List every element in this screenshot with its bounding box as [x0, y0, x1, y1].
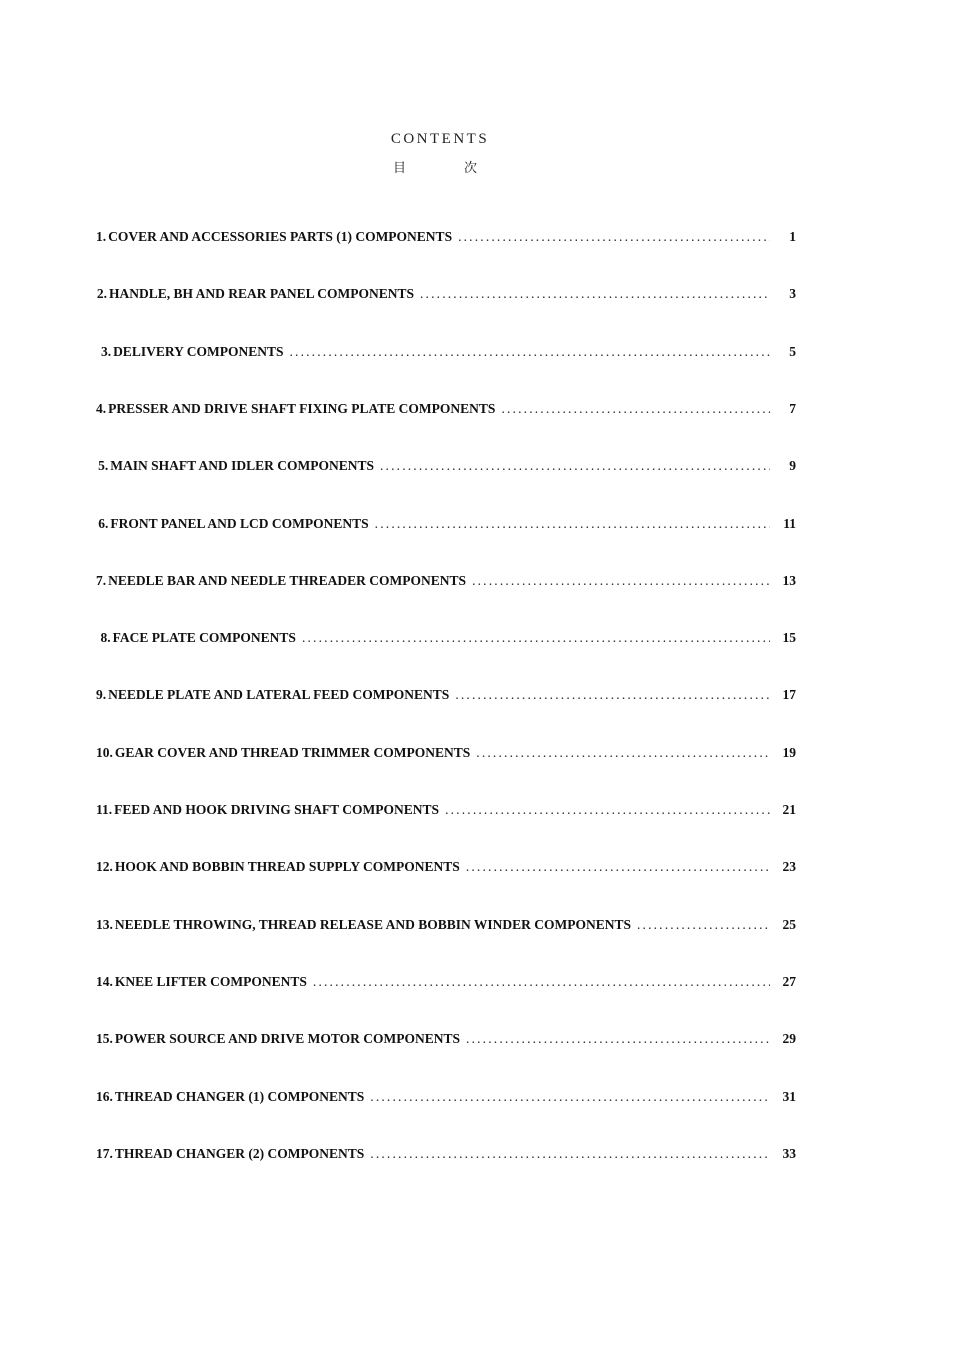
toc-entry[interactable] [96, 917, 796, 937]
toc-entry-number: 4. [96, 401, 107, 416]
toc-entry-number: 5. [98, 458, 109, 473]
toc-entry-number: 8. [100, 630, 111, 645]
toc-entry-title: COVER AND ACCESSORIES PARTS (1) COMPONENTS [108, 229, 453, 244]
toc-entry[interactable] [96, 573, 796, 593]
toc-entry-page-number: 17 [782, 687, 796, 702]
toc-entry-dot-leader [302, 630, 770, 646]
toc-entry-dot-leader [458, 229, 770, 245]
toc-entry-dot-leader [420, 286, 770, 302]
toc-entry[interactable] [96, 802, 796, 822]
contents-heading: CONTENTS [390, 131, 490, 147]
toc-entry-page-number: 5 [789, 344, 796, 359]
toc-entry-number: 6. [98, 516, 109, 531]
toc-entry[interactable] [96, 516, 796, 536]
toc-entry-title: HOOK AND BOBBIN THREAD SUPPLY COMPONENTS [114, 859, 460, 874]
toc-entry-dot-leader [476, 745, 770, 761]
toc-entry-dot-leader [370, 1146, 770, 1162]
toc-entry-number: 15. [96, 1031, 113, 1046]
toc-entry-page-number: 23 [782, 859, 796, 874]
toc-entry-dot-leader [380, 458, 770, 474]
toc-entry-title: NEEDLE BAR AND NEEDLE THREADER COMPONENTS [108, 573, 467, 588]
toc-entry-number: 10. [96, 745, 113, 760]
contents-heading-japanese-char-2: 次 [464, 161, 478, 176]
toc-entry-page-number: 3 [789, 286, 796, 301]
toc-entry-page-number: 11 [783, 516, 796, 531]
toc-entry-page-number: 1 [789, 229, 796, 244]
toc-entry-number: 9. [96, 687, 107, 702]
toc-entry-number: 12. [96, 859, 113, 874]
toc-entry-page-number: 29 [782, 1031, 796, 1046]
toc-entry[interactable] [96, 974, 796, 994]
toc-entry-title: HANDLE, BH AND REAR PANEL COMPONENTS [108, 286, 414, 301]
toc-entry-page-number: 25 [782, 917, 796, 932]
toc-entry-number: 1. [96, 229, 107, 244]
toc-entry-title: MAIN SHAFT AND IDLER COMPONENTS [110, 458, 374, 473]
toc-entry-dot-leader [370, 1089, 770, 1105]
toc-entry[interactable] [96, 229, 796, 249]
toc-entry-title: KNEE LIFTER COMPONENTS [114, 974, 307, 989]
toc-entry[interactable] [96, 1031, 796, 1051]
toc-entry-dot-leader [445, 802, 770, 818]
toc-entry-title: THREAD CHANGER (2) COMPONENTS [114, 1146, 365, 1161]
toc-entry-title: FEED AND HOOK DRIVING SHAFT COMPONENTS [114, 802, 440, 817]
toc-entry-number: 14. [96, 974, 113, 989]
toc-entry-dot-leader [289, 344, 770, 360]
toc-entry-title: THREAD CHANGER (1) COMPONENTS [114, 1089, 365, 1104]
toc-entry-title: FACE PLATE COMPONENTS [112, 630, 296, 645]
toc-entry[interactable] [96, 1146, 796, 1166]
toc-entry-dot-leader [472, 573, 770, 589]
toc-entry-number: 17. [96, 1146, 113, 1161]
toc-entry-dot-leader [455, 687, 770, 703]
toc-entry[interactable] [96, 1089, 796, 1109]
toc-entry-number: 13. [96, 917, 113, 932]
toc-entry-title: NEEDLE PLATE AND LATERAL FEED COMPONENTS [108, 687, 450, 702]
toc-entry-title: GEAR COVER AND THREAD TRIMMER COMPONENTS [114, 745, 471, 760]
toc-entry-page-number: 33 [782, 1146, 796, 1161]
toc-entry[interactable] [96, 745, 796, 765]
toc-entry-dot-leader [466, 1031, 770, 1047]
toc-entry[interactable] [96, 687, 796, 707]
toc-entry-dot-leader [375, 516, 770, 532]
toc-entry-title: NEEDLE THROWING, THREAD RELEASE AND BOBBIN WINDER COMPONENTS [114, 917, 631, 932]
toc-entry-number: 16. [96, 1089, 113, 1104]
toc-entry-dot-leader [466, 859, 770, 875]
toc-entry-title: DELIVERY COMPONENTS [113, 344, 284, 359]
toc-entry-title: FRONT PANEL AND LCD COMPONENTS [110, 516, 369, 531]
toc-entry-page-number: 27 [782, 974, 796, 989]
toc-entry[interactable] [96, 859, 796, 879]
toc-entry-page-number: 21 [782, 802, 796, 817]
toc-entry-dot-leader [637, 917, 770, 933]
contents-heading-japanese-char-1: 目 [392, 161, 406, 176]
toc-entry-page-number: 13 [782, 573, 796, 588]
toc-entry-title: POWER SOURCE AND DRIVE MOTOR COMPONENTS [114, 1031, 461, 1046]
toc-entry-dot-leader [313, 974, 770, 990]
toc-entry[interactable] [96, 401, 796, 421]
toc-entry-page-number: 7 [789, 401, 796, 416]
toc-entry[interactable] [96, 286, 796, 306]
toc-entry-page-number: 19 [782, 745, 796, 760]
toc-entry-page-number: 15 [782, 630, 796, 645]
toc-entry-dot-leader [501, 401, 770, 417]
toc-entry-number: 11. [96, 802, 113, 817]
toc-entry-number: 2. [96, 286, 107, 301]
toc-entry-page-number: 9 [789, 458, 796, 473]
toc-entry-number: 7. [96, 573, 107, 588]
toc-entry[interactable] [96, 630, 796, 650]
toc-entry-title: PRESSER AND DRIVE SHAFT FIXING PLATE COMPONENTS [108, 401, 496, 416]
toc-entry-page-number: 31 [782, 1089, 796, 1104]
toc-entry[interactable] [96, 344, 796, 364]
toc-entry[interactable] [96, 458, 796, 478]
toc-entry-number: 3. [100, 344, 112, 359]
